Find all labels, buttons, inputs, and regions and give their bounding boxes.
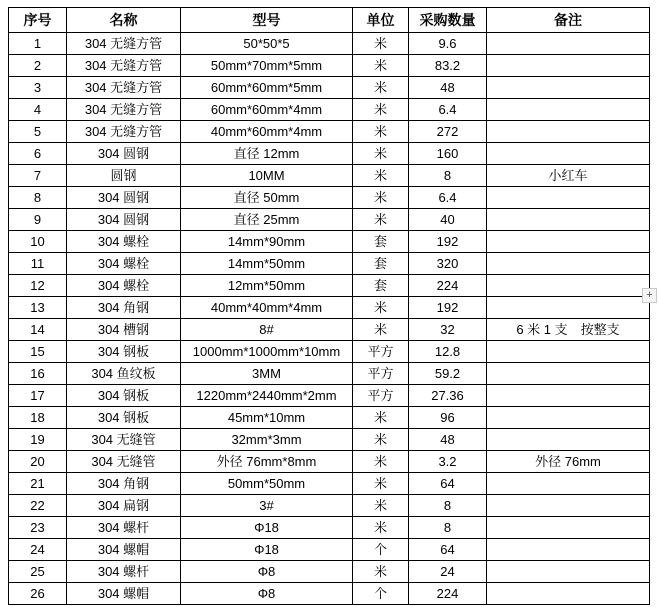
table-row bbox=[9, 55, 650, 77]
cell-name: 304 圆钢 bbox=[67, 187, 181, 209]
cell-unit: 米 bbox=[353, 99, 409, 121]
cell-name: 304 螺杆 bbox=[67, 561, 181, 583]
cell-remark bbox=[487, 473, 650, 495]
cell-index: 9 bbox=[9, 209, 67, 231]
cell-unit: 套 bbox=[353, 231, 409, 253]
column-header-unit: 单位 bbox=[353, 8, 409, 33]
cell-index: 17 bbox=[9, 385, 67, 407]
cell-model: 1000mm*1000mm*10mm bbox=[181, 341, 353, 363]
cell-index: 26 bbox=[9, 583, 67, 605]
cell-index: 23 bbox=[9, 517, 67, 539]
cell-quantity: 8 bbox=[409, 517, 487, 539]
cell-quantity: 224 bbox=[409, 583, 487, 605]
cell-model: 32mm*3mm bbox=[181, 429, 353, 451]
cell-name: 304 无缝方管 bbox=[67, 99, 181, 121]
cell-quantity: 83.2 bbox=[409, 55, 487, 77]
table-row bbox=[9, 275, 650, 297]
cell-quantity: 40 bbox=[409, 209, 487, 231]
table-row bbox=[9, 253, 650, 275]
cell-index: 3 bbox=[9, 77, 67, 99]
cell-remark bbox=[487, 231, 650, 253]
table-row bbox=[9, 143, 650, 165]
cell-name: 304 螺帽 bbox=[67, 583, 181, 605]
cell-quantity: 27.36 bbox=[409, 385, 487, 407]
table-row bbox=[9, 517, 650, 539]
cell-remark: 外径 76mm bbox=[487, 451, 650, 473]
cell-remark bbox=[487, 583, 650, 605]
cell-name: 304 钢板 bbox=[67, 341, 181, 363]
table-row bbox=[9, 77, 650, 99]
cell-remark bbox=[487, 429, 650, 451]
cell-quantity: 192 bbox=[409, 297, 487, 319]
cell-quantity: 48 bbox=[409, 77, 487, 99]
cell-model: 50mm*70mm*5mm bbox=[181, 55, 353, 77]
cell-unit: 平方 bbox=[353, 341, 409, 363]
cell-model: Φ18 bbox=[181, 539, 353, 561]
table-header-row bbox=[9, 8, 650, 33]
cell-model: 50*50*5 bbox=[181, 33, 353, 55]
cell-remark bbox=[487, 363, 650, 385]
cell-model: 14mm*90mm bbox=[181, 231, 353, 253]
cell-remark bbox=[487, 121, 650, 143]
cell-quantity: 48 bbox=[409, 429, 487, 451]
cell-unit: 平方 bbox=[353, 385, 409, 407]
cell-name: 304 无缝管 bbox=[67, 451, 181, 473]
cell-model: 3# bbox=[181, 495, 353, 517]
cell-name: 304 无缝方管 bbox=[67, 55, 181, 77]
cell-name: 304 无缝方管 bbox=[67, 33, 181, 55]
cell-remark bbox=[487, 55, 650, 77]
cell-model: 14mm*50mm bbox=[181, 253, 353, 275]
cell-name: 304 角钢 bbox=[67, 297, 181, 319]
cell-unit: 米 bbox=[353, 143, 409, 165]
expand-plus-icon[interactable]: + bbox=[642, 288, 657, 303]
cell-remark bbox=[487, 143, 650, 165]
cell-quantity: 9.6 bbox=[409, 33, 487, 55]
table-row bbox=[9, 187, 650, 209]
table-row bbox=[9, 121, 650, 143]
cell-index: 5 bbox=[9, 121, 67, 143]
table-row bbox=[9, 539, 650, 561]
cell-remark bbox=[487, 297, 650, 319]
cell-remark bbox=[487, 99, 650, 121]
cell-remark bbox=[487, 385, 650, 407]
cell-quantity: 192 bbox=[409, 231, 487, 253]
cell-quantity: 12.8 bbox=[409, 341, 487, 363]
cell-index: 19 bbox=[9, 429, 67, 451]
cell-unit: 米 bbox=[353, 209, 409, 231]
cell-name: 304 角钢 bbox=[67, 473, 181, 495]
cell-unit: 米 bbox=[353, 407, 409, 429]
cell-model: Φ8 bbox=[181, 561, 353, 583]
cell-index: 15 bbox=[9, 341, 67, 363]
cell-remark bbox=[487, 561, 650, 583]
cell-index: 24 bbox=[9, 539, 67, 561]
cell-name: 304 螺栓 bbox=[67, 253, 181, 275]
cell-remark bbox=[487, 209, 650, 231]
table-row bbox=[9, 231, 650, 253]
cell-model: 12mm*50mm bbox=[181, 275, 353, 297]
column-header-index: 序号 bbox=[9, 8, 67, 33]
cell-remark bbox=[487, 77, 650, 99]
table-row bbox=[9, 583, 650, 605]
cell-index: 18 bbox=[9, 407, 67, 429]
cell-name: 304 槽钢 bbox=[67, 319, 181, 341]
cell-model: 60mm*60mm*4mm bbox=[181, 99, 353, 121]
cell-index: 2 bbox=[9, 55, 67, 77]
cell-remark: 小红车 bbox=[487, 165, 650, 187]
cell-remark bbox=[487, 33, 650, 55]
table-row bbox=[9, 209, 650, 231]
cell-index: 4 bbox=[9, 99, 67, 121]
cell-name: 304 钢板 bbox=[67, 385, 181, 407]
cell-remark bbox=[487, 253, 650, 275]
table-row bbox=[9, 297, 650, 319]
cell-quantity: 8 bbox=[409, 165, 487, 187]
cell-quantity: 272 bbox=[409, 121, 487, 143]
cell-unit: 个 bbox=[353, 539, 409, 561]
cell-name: 304 无缝方管 bbox=[67, 121, 181, 143]
cell-quantity: 59.2 bbox=[409, 363, 487, 385]
cell-index: 22 bbox=[9, 495, 67, 517]
cell-index: 7 bbox=[9, 165, 67, 187]
cell-model: 50mm*50mm bbox=[181, 473, 353, 495]
cell-model: 40mm*60mm*4mm bbox=[181, 121, 353, 143]
cell-quantity: 8 bbox=[409, 495, 487, 517]
cell-quantity: 96 bbox=[409, 407, 487, 429]
cell-model: Φ18 bbox=[181, 517, 353, 539]
cell-quantity: 320 bbox=[409, 253, 487, 275]
cell-unit: 米 bbox=[353, 517, 409, 539]
cell-model: 60mm*60mm*5mm bbox=[181, 77, 353, 99]
cell-index: 6 bbox=[9, 143, 67, 165]
cell-name: 304 扁钢 bbox=[67, 495, 181, 517]
column-header-quantity: 采购数量 bbox=[409, 8, 487, 33]
cell-model: 3MM bbox=[181, 363, 353, 385]
cell-quantity: 64 bbox=[409, 539, 487, 561]
cell-index: 21 bbox=[9, 473, 67, 495]
table-row bbox=[9, 33, 650, 55]
cell-model: 1220mm*2440mm*2mm bbox=[181, 385, 353, 407]
column-header-name: 名称 bbox=[67, 8, 181, 33]
cell-unit: 套 bbox=[353, 253, 409, 275]
cell-remark bbox=[487, 517, 650, 539]
column-header-model: 型号 bbox=[181, 8, 353, 33]
cell-unit: 套 bbox=[353, 275, 409, 297]
cell-model: 直径 12mm bbox=[181, 143, 353, 165]
cell-remark bbox=[487, 341, 650, 363]
cell-remark bbox=[487, 407, 650, 429]
table-row bbox=[9, 165, 650, 187]
table-row bbox=[9, 451, 650, 473]
cell-remark bbox=[487, 275, 650, 297]
cell-unit: 米 bbox=[353, 297, 409, 319]
cell-unit: 米 bbox=[353, 55, 409, 77]
cell-unit: 米 bbox=[353, 121, 409, 143]
cell-model: 40mm*40mm*4mm bbox=[181, 297, 353, 319]
cell-unit: 米 bbox=[353, 561, 409, 583]
cell-model: 外径 76mm*8mm bbox=[181, 451, 353, 473]
cell-unit: 米 bbox=[353, 495, 409, 517]
cell-name: 304 螺杆 bbox=[67, 517, 181, 539]
cell-index: 14 bbox=[9, 319, 67, 341]
cell-index: 1 bbox=[9, 33, 67, 55]
cell-unit: 米 bbox=[353, 187, 409, 209]
column-header-remark: 备注 bbox=[487, 8, 650, 33]
purchase-table-container bbox=[8, 7, 649, 605]
cell-unit: 米 bbox=[353, 429, 409, 451]
cell-quantity: 160 bbox=[409, 143, 487, 165]
cell-index: 16 bbox=[9, 363, 67, 385]
cell-model: 10MM bbox=[181, 165, 353, 187]
cell-unit: 米 bbox=[353, 451, 409, 473]
cell-index: 11 bbox=[9, 253, 67, 275]
table-row bbox=[9, 407, 650, 429]
table-row bbox=[9, 495, 650, 517]
cell-index: 12 bbox=[9, 275, 67, 297]
cell-model: 8# bbox=[181, 319, 353, 341]
cell-index: 25 bbox=[9, 561, 67, 583]
cell-index: 10 bbox=[9, 231, 67, 253]
cell-index: 20 bbox=[9, 451, 67, 473]
cell-quantity: 24 bbox=[409, 561, 487, 583]
cell-unit: 平方 bbox=[353, 363, 409, 385]
table-row bbox=[9, 385, 650, 407]
cell-remark bbox=[487, 187, 650, 209]
cell-index: 8 bbox=[9, 187, 67, 209]
cell-unit: 米 bbox=[353, 319, 409, 341]
table-row bbox=[9, 341, 650, 363]
cell-quantity: 3.2 bbox=[409, 451, 487, 473]
cell-quantity: 6.4 bbox=[409, 187, 487, 209]
cell-unit: 个 bbox=[353, 583, 409, 605]
cell-name: 304 圆钢 bbox=[67, 209, 181, 231]
cell-model: 45mm*10mm bbox=[181, 407, 353, 429]
cell-remark bbox=[487, 495, 650, 517]
cell-quantity: 224 bbox=[409, 275, 487, 297]
cell-unit: 米 bbox=[353, 165, 409, 187]
cell-unit: 米 bbox=[353, 473, 409, 495]
cell-quantity: 32 bbox=[409, 319, 487, 341]
cell-model: Φ8 bbox=[181, 583, 353, 605]
cell-model: 直径 25mm bbox=[181, 209, 353, 231]
cell-unit: 米 bbox=[353, 77, 409, 99]
cell-name: 圆钢 bbox=[67, 165, 181, 187]
cell-name: 304 螺栓 bbox=[67, 275, 181, 297]
cell-remark bbox=[487, 539, 650, 561]
cell-name: 304 无缝管 bbox=[67, 429, 181, 451]
table-row bbox=[9, 319, 650, 341]
cell-remark: 6 米 1 支 按整支 bbox=[487, 319, 650, 341]
table-row bbox=[9, 363, 650, 385]
table-row bbox=[9, 561, 650, 583]
cell-unit: 米 bbox=[353, 33, 409, 55]
cell-name: 304 螺栓 bbox=[67, 231, 181, 253]
cell-name: 304 无缝方管 bbox=[67, 77, 181, 99]
cell-name: 304 鱼纹板 bbox=[67, 363, 181, 385]
table-row bbox=[9, 473, 650, 495]
table-row bbox=[9, 99, 650, 121]
cell-model: 直径 50mm bbox=[181, 187, 353, 209]
cell-quantity: 64 bbox=[409, 473, 487, 495]
cell-name: 304 钢板 bbox=[67, 407, 181, 429]
cell-quantity: 6.4 bbox=[409, 99, 487, 121]
cell-name: 304 圆钢 bbox=[67, 143, 181, 165]
cell-index: 13 bbox=[9, 297, 67, 319]
cell-name: 304 螺帽 bbox=[67, 539, 181, 561]
purchase-table bbox=[8, 7, 650, 605]
table-row bbox=[9, 429, 650, 451]
